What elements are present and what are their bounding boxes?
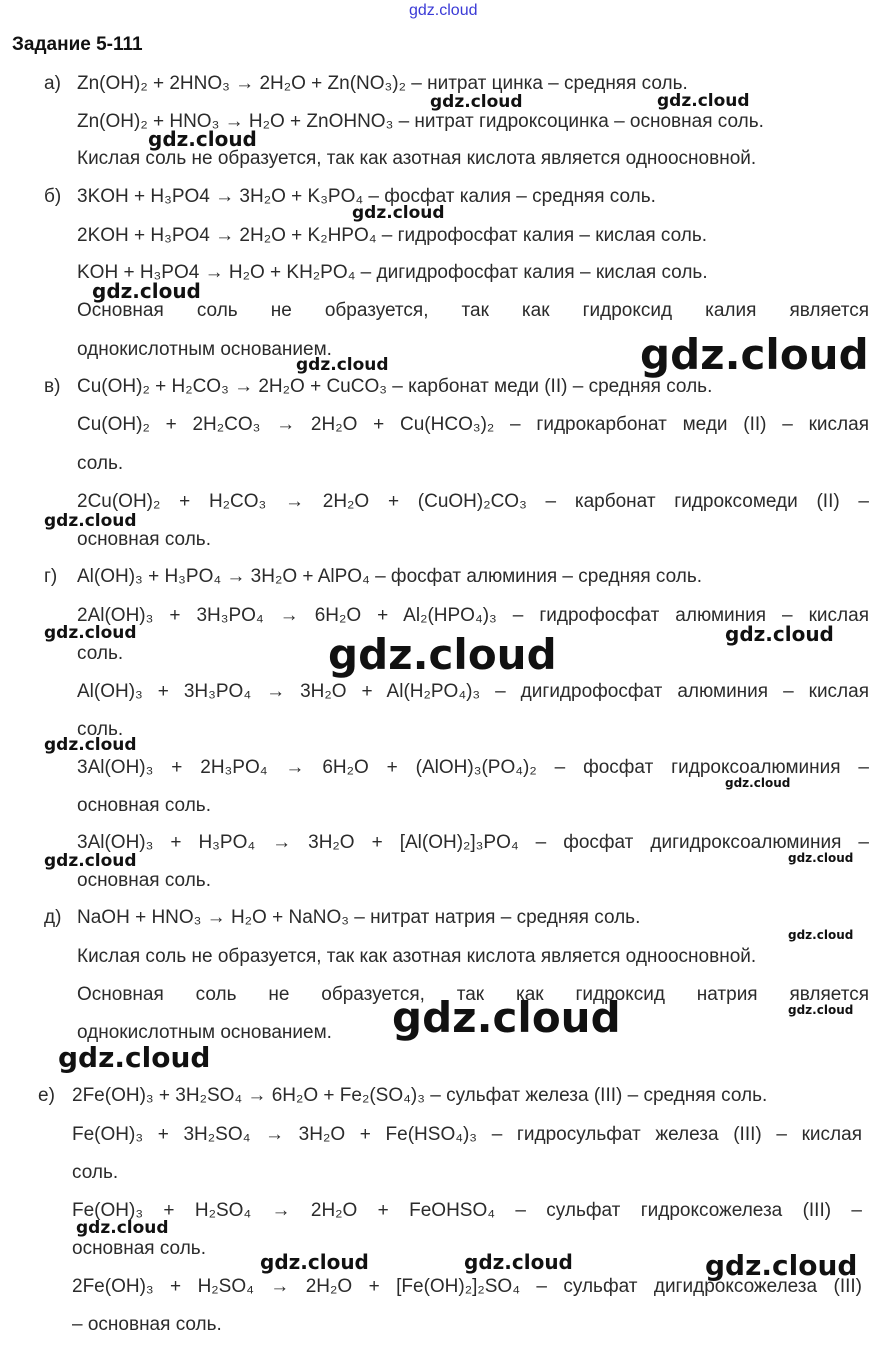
watermark: gdz.cloud (296, 355, 389, 375)
text-line: основная соль. (77, 529, 211, 550)
watermark: gdz.cloud (44, 735, 137, 755)
watermark: gdz.cloud (657, 91, 750, 111)
text-line: Al(OH)₃ + H₃PO₄ → 3H₂O + AlPO₄ – фосфат алюминия – средняя соль. (77, 566, 703, 587)
watermark: gdz.cloud (44, 511, 137, 531)
text-line: однокислотным основанием. (77, 339, 332, 360)
text-line: 2Al(OH)₃ + 3H₃PO₄ → 6H₂O + Al₂(HPO₄)₃ – гидрофосфат алюминия – кислая (77, 605, 869, 626)
text-line: 2KOH + H₃PO4 → 2H₂O + K₂HPO₄ – гидрофосфат калия – кислая соль. (77, 225, 708, 246)
label-d: д) (44, 907, 62, 928)
text-line: Zn(OH)₂ + HNO₃ → H₂O + ZnOHNO₃ – нитрат гидроксоцинка – основная соль. (77, 111, 764, 132)
text-line: соль. (77, 643, 124, 664)
text-line: Fe(OH)₃ + H₂SO₄ → 2H₂O + FeOHSO₄ – сульфат гидроксожелеза (III) – (72, 1200, 862, 1221)
text-line: 2Cu(OH)₂ + H₂CO₃ → 2H₂O + (CuOH)₂CO₃ – карбонат гидроксомеди (II) – (77, 491, 869, 512)
text-line: соль. (72, 1162, 119, 1183)
text-line: однокислотным основанием. (77, 1022, 332, 1043)
text-line: Fe(OH)₃ + 3H₂SO₄ → 3H₂O + Fe(HSO₄)₃ – гидросульфат железа (III) – кислая (72, 1124, 862, 1145)
watermark: gdz.cloud (44, 851, 137, 871)
watermark: gdz.cloud (788, 928, 854, 942)
text-line: NaOH + HNO₃ → H₂O + NaNO₃ – нитрат натрия – средняя соль. (77, 907, 641, 928)
text-line: Al(OH)₃ + 3H₃PO₄ → 3H₂O + Al(H₂PO₄)₃ – дигидрофосфат алюминия – кислая (77, 681, 869, 702)
text-line: KOH + H₃PO4 → H₂O + KH₂PO₄ – дигидрофосфат калия – кислая соль. (77, 262, 708, 283)
watermark: gdz.cloud (788, 1003, 854, 1017)
watermark: gdz.cloud (352, 203, 445, 223)
text-line: соль. (77, 453, 124, 474)
text-line: Кислая соль не образуется, так как азотная кислота является одноосновной. (77, 946, 757, 967)
watermark: gdz.cloud (725, 776, 791, 790)
watermark: gdz.cloud (464, 1250, 573, 1274)
text-line: 3KOH + H₃PO4 → 3H₂O + K₃PO₄ – фосфат калия – средняя соль. (77, 186, 656, 207)
watermark: gdz.cloud (148, 127, 257, 151)
text-line: Основная соль не образуется, так как гидроксид калия является (77, 300, 869, 321)
text-line: Cu(OH)₂ + 2H₂CO₃ → 2H₂O + Cu(HCO₃)₂ – гидрокарбонат меди (II) – кислая (77, 414, 869, 435)
label-b: б) (44, 186, 62, 207)
watermark: gdz.cloud (260, 1250, 369, 1274)
text-line: соль. (77, 719, 124, 740)
watermark: gdz.cloud (44, 623, 137, 643)
watermark: gdz.cloud (788, 851, 854, 865)
text-line: 2Fe(OH)₃ + H₂SO₄ → 2H₂O + [Fe(OH)₂]₂SO₄ – сульфат дигидроксожелеза (III) (72, 1276, 862, 1297)
watermark: gdz.cloud (392, 993, 621, 1042)
text-line: основная соль. (77, 795, 211, 816)
label-v: в) (44, 376, 61, 397)
text-line: основная соль. (77, 870, 211, 891)
text-line: Основная соль не образуется, так как гидроксид натрия является (77, 984, 869, 1005)
task-title: Задание 5-111 (12, 34, 143, 55)
label-g: г) (44, 566, 58, 587)
label-e: е) (38, 1085, 55, 1106)
watermark: gdz.cloud (76, 1218, 169, 1238)
text-line: Zn(OH)₂ + 2HNO₃ → 2H₂O + Zn(NO₃)₂ – нитрат цинка – средняя соль. (77, 73, 688, 94)
watermark: gdz.cloud (430, 92, 523, 112)
watermark: gdz.cloud (725, 622, 834, 646)
watermark: gdz.cloud (705, 1249, 858, 1282)
text-line: 2Fe(OH)₃ + 3H₂SO₄ → 6H₂O + Fe₂(SO₄)₃ – сульфат железа (III) – средняя соль. (72, 1085, 768, 1106)
text-line: – основная соль. (72, 1314, 222, 1335)
text-line: Cu(OH)₂ + H₂CO₃ → 2H₂O + CuCO₃ – карбонат меди (II) – средняя соль. (77, 376, 713, 397)
watermark: gdz.cloud (328, 630, 557, 679)
watermark: gdz.cloud (640, 330, 869, 379)
label-a: а) (44, 73, 61, 94)
watermark: gdz.cloud (58, 1041, 211, 1074)
text-line: 3Al(OH)₃ + H₃PO₄ → 3H₂O + [Al(OH)₂]₃PO₄ – фосфат дигидроксоалюминия – (77, 832, 869, 853)
text-line: Кислая соль не образуется, так как азотная кислота является одноосновной. (77, 148, 757, 169)
text-line: основная соль. (72, 1238, 206, 1259)
top-watermark: gdz.cloud (409, 2, 478, 19)
text-line: 3Al(OH)₃ + 2H₃PO₄ → 6H₂O + (AlOH)₃(PO₄)₂ – фосфат гидроксоалюминия – (77, 757, 869, 778)
watermark: gdz.cloud (92, 279, 201, 303)
